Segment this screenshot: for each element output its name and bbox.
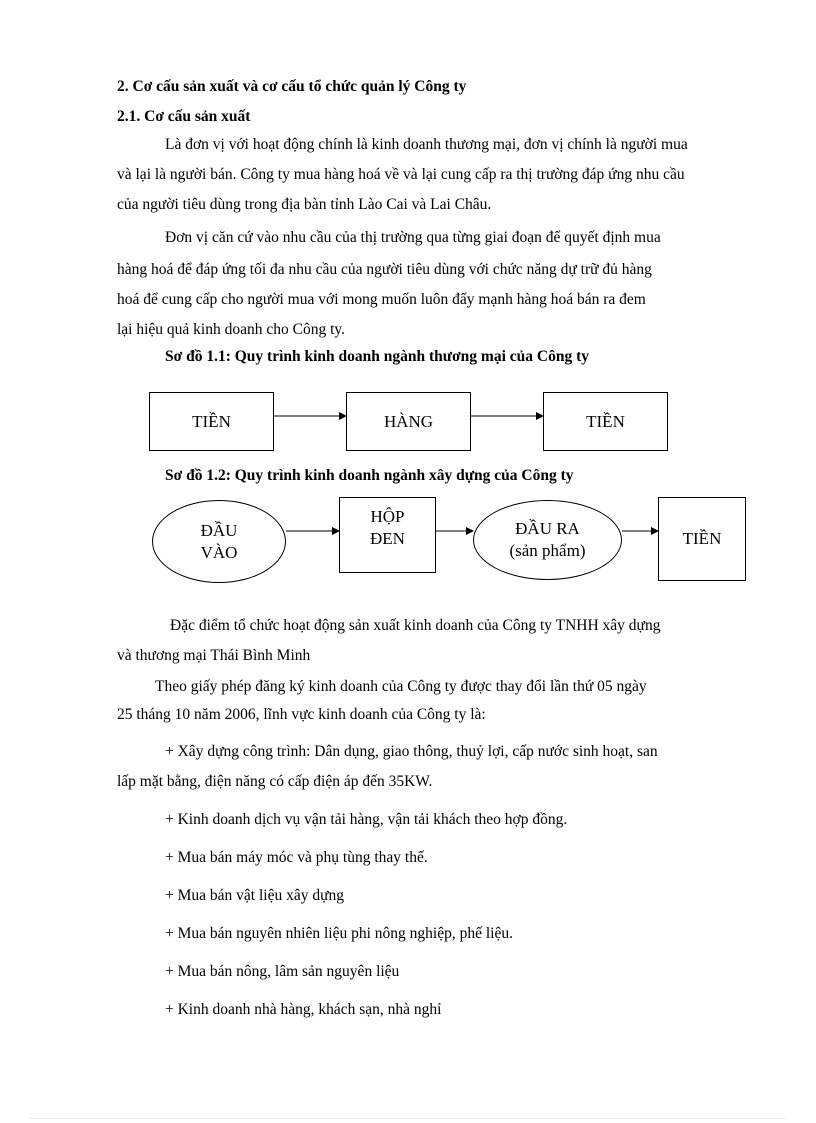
list-item: + Mua bán nông, lâm sản nguyên liệu: [165, 963, 400, 980]
paragraph-line: của người tiêu dùng trong địa bàn tỉnh Lào Cai và Lai Châu.: [117, 196, 492, 213]
paragraph-line: Theo giấy phép đăng ký kinh doanh của Công ty được thay đổi lần thứ 05 ngày: [155, 678, 647, 695]
paragraph-line: Đơn vị căn cứ vào nhu cầu của thị trường qua từng giai đoạn để quyết định mua: [165, 229, 661, 246]
paragraph-line: Là đơn vị với hoạt động chính là kinh doanh thương mại, đơn vị chính là người mua: [165, 136, 688, 153]
paragraph-line: Đặc điểm tổ chức hoạt động sản xuất kinh doanh của Công ty TNHH xây dựng: [170, 617, 661, 634]
paragraph-line: hàng hoá để đáp ứng tối đa nhu cầu của người tiêu dùng với chức năng dự trữ đủ hàng: [117, 261, 652, 278]
diagram-1-node-hang: HÀNG: [346, 392, 471, 451]
paragraph-line: hoá để cung cấp cho người mua với mong muốn luôn đẩy mạnh hàng hoá bán ra đem: [117, 291, 646, 308]
subsection-heading: 2.1. Cơ cấu sản xuất: [117, 108, 251, 125]
paragraph-line: lại hiệu quả kinh doanh cho Công ty.: [117, 321, 346, 338]
page-bottom-rule: [30, 1118, 786, 1119]
diagram-1-node-tien-end: TIỀN: [543, 392, 668, 451]
diagram-2-node-hop-den: HỘP ĐEN: [339, 497, 436, 573]
list-item: + Mua bán máy móc và phụ tùng thay thế.: [165, 849, 428, 866]
diagram-2-node-tien: TIỀN: [658, 497, 746, 581]
diagram-1-caption: Sơ đồ 1.1: Quy trình kinh doanh ngành thương mại của Công ty: [165, 348, 589, 365]
list-item: + Kinh doanh dịch vụ vận tải hàng, vận tải khách theo hợp đồng.: [165, 811, 568, 828]
list-item: + Mua bán vật liệu xây dựng: [165, 887, 344, 904]
list-item: + Xây dựng công trình: Dân dụng, giao thông, thuỷ lợi, cấp nước sinh hoạt, san: [165, 743, 658, 760]
paragraph-line: và thương mại Thái Bình Minh: [117, 647, 311, 664]
list-item: + Mua bán nguyên nhiên liệu phi nông nghiệp, phế liệu.: [165, 925, 513, 942]
list-item: + Kinh doanh nhà hàng, khách sạn, nhà nghỉ: [165, 1001, 442, 1018]
diagram-1-node-tien-start: TIỀN: [149, 392, 274, 451]
list-item-continuation: lấp mặt bằng, điện năng có cấp điện áp đến 35KW.: [117, 773, 433, 790]
diagram-2-node-dau-vao: ĐẦU VÀO: [152, 500, 286, 583]
diagram-2-caption: Sơ đồ 1.2: Quy trình kinh doanh ngành xây dựng của Công ty: [165, 467, 574, 484]
diagram-2-node-dau-ra: ĐẦU RA (sản phẩm): [473, 500, 622, 580]
section-heading: 2. Cơ cấu sản xuất và cơ cấu tổ chức quản lý Công ty: [117, 78, 467, 95]
paragraph-line: 25 tháng 10 năm 2006, lĩnh vực kinh doanh của Công ty là:: [117, 706, 486, 723]
paragraph-line: và lại là người bán. Công ty mua hàng hoá về và lại cung cấp ra thị trường đáp ứng nhu cầu: [117, 166, 685, 183]
